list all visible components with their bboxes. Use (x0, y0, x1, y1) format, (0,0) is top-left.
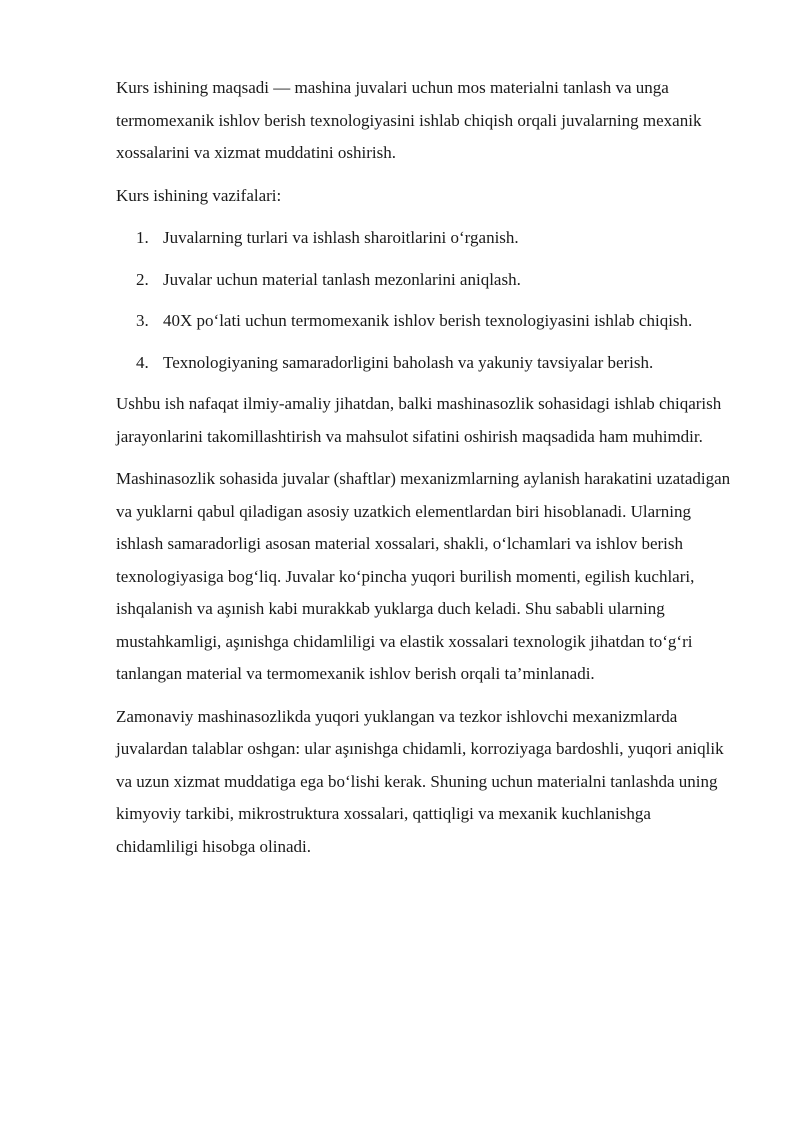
shafts-overview-paragraph: Mashinasozlik sohasida juvalar (shaftlar) mexanizmlarning aylanish harakatini uzatadigan va yuklarni qabul qiladigan asosiy uzatkich elementlardan biri hisoblanadi. Ularning ishlash samaradorligi asosan material xossalari, shakli, o‘lchamlari va ishlov berish texnologiyasiga bog‘liq. Juvalar ko‘pincha yuqori burilish momenti, egilish kuchlari, ishqalanish va aşınish kabi murakkab yuklarga duch keladi. Shu sababli ularning mustahkamligi, aşınishga chidamliligi va elastik xossalari texnologik jihatdan to‘g‘ri tanlangan material va termomexanik ishlov berish orqali ta’minlanadi. (116, 469, 731, 683)
purpose-paragraph: Kurs ishining maqsadi — mashina juvalari uchun mos materialni tanlash va unga termomexanik ishlov berish texnologiyasini ishlab chiqish orqali juvalarning mexanik xossalarini va xizmat muddatini oshirish. (116, 78, 702, 162)
tasks-list (116, 222, 736, 379)
list-item-number: 4. (136, 352, 149, 372)
list-item (116, 222, 736, 255)
tasks-heading: Kurs ishining vazifalari: (116, 185, 282, 205)
list-item-text: Texnologiyaning samaradorligini baholash va yakuniy tavsiyalar berish. (163, 352, 654, 372)
list-item-text: 40X po‘lati uchun termomexanik ishlov berish texnologiyasini ishlab chiqish. (163, 311, 693, 330)
list-item (116, 347, 736, 380)
list-item-number: 2. (136, 269, 149, 289)
list-item-number: 1. (136, 228, 149, 247)
significance-paragraph: Ushbu ish nafaqat ilmiy-amaliy jihatdan, balki mashinasozlik sohasidagi ishlab chiqarish jarayonlarini takomillashtirish va mahsulot sifatini oshirish maqsadida ham muhimdir. (116, 394, 722, 446)
document-page (116, 72, 736, 873)
list-item (116, 264, 736, 297)
modern-requirements-paragraph: Zamonaviy mashinasozlikda yuqori yuklangan va tezkor ishlovchi mexanizmlarda juvalardan talablar oshgan: ular aşınishga chidamli, korroziyaga bardoshli, yuqori aniqlik va uzun xizmat muddatiga ega bo‘lishi kerak. Shuning uchun materialni tanlashda uning kimyoviy tarkibi, mikrostruktura xossalari, qattiqligi va mexanik kuchlanishga chidamliligi hisobga olinadi. (116, 706, 724, 856)
list-item-number: 3. (136, 311, 149, 330)
list-item (116, 305, 736, 338)
list-item-text: Juvalarning turlari va ishlash sharoitlarini o‘rganish. (163, 228, 519, 247)
list-item-text: Juvalar uchun material tanlash mezonlarini aniqlash. (163, 269, 521, 289)
